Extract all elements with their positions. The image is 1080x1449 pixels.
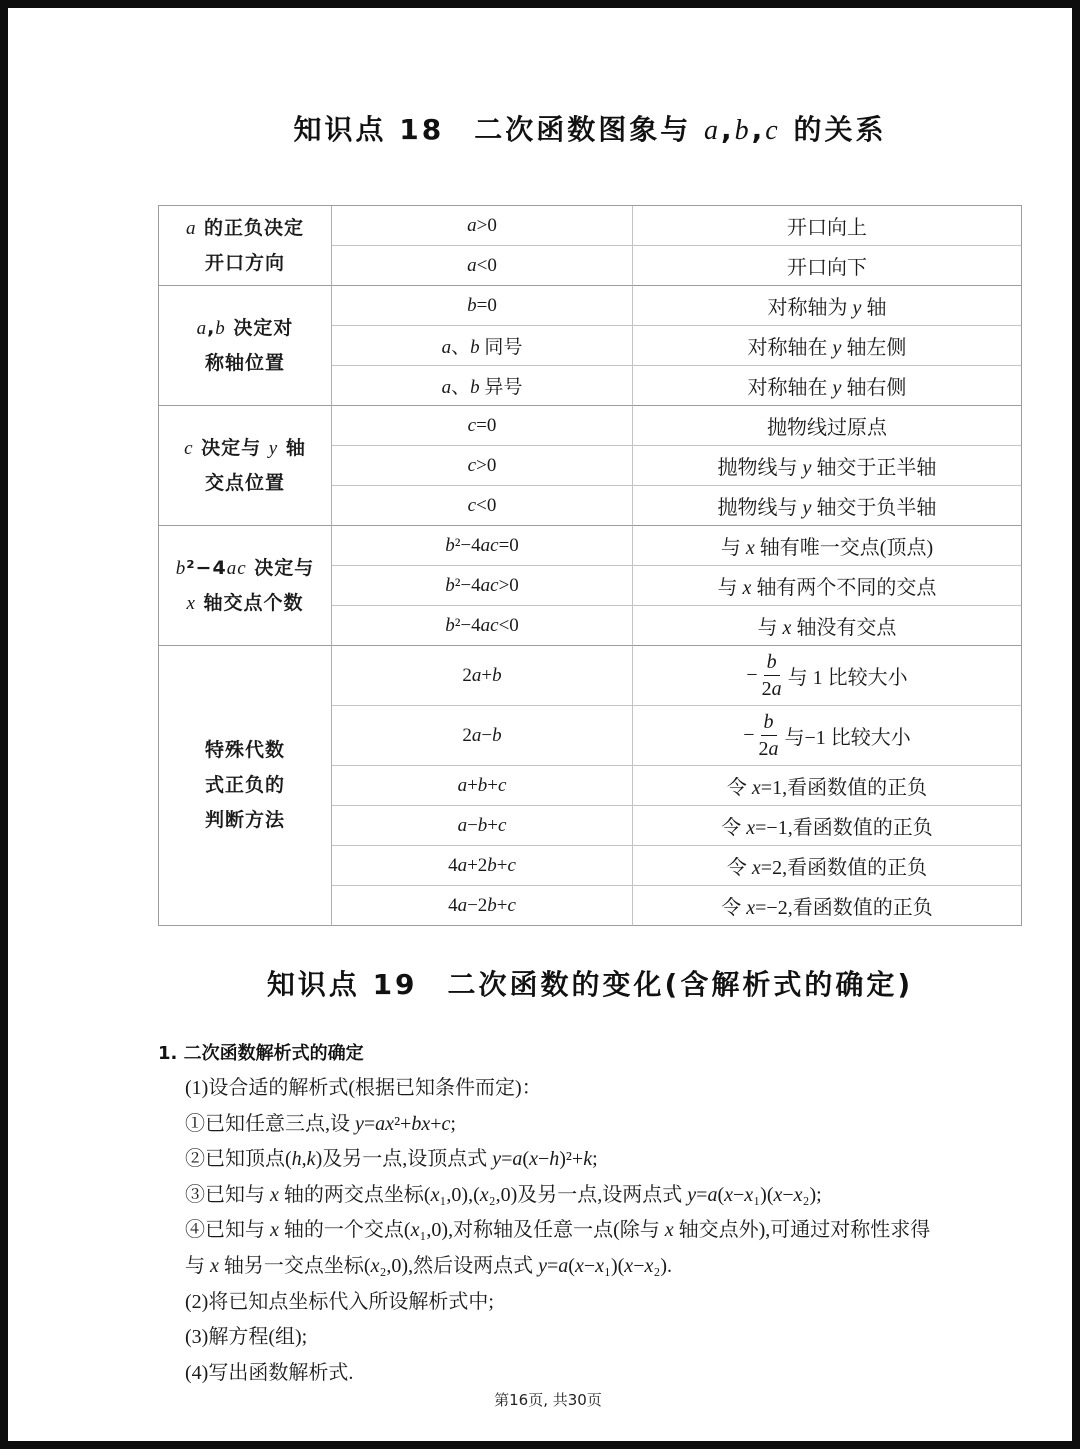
condition-cell xyxy=(332,406,633,446)
result-cell xyxy=(633,286,1022,326)
result-cell xyxy=(633,406,1022,446)
math-variable: x xyxy=(595,1254,604,1277)
condition-cell xyxy=(332,566,633,606)
subsection-heading: 1. 二次函数解析式的确定 xyxy=(158,1043,364,1064)
math-variable: a xyxy=(457,774,468,796)
math-variable: b xyxy=(175,557,187,579)
result-cell xyxy=(633,886,1022,926)
math-variable: c xyxy=(184,437,194,459)
condition-text: c=0 xyxy=(467,414,497,436)
condition-text: 2a+b xyxy=(462,664,502,686)
condition-cell xyxy=(332,206,633,246)
math-variable: c xyxy=(765,115,781,146)
math-variable: x xyxy=(410,1219,420,1242)
result-cell xyxy=(633,806,1022,846)
condition-cell xyxy=(332,366,633,406)
math-variable: c xyxy=(467,494,477,516)
fraction xyxy=(756,709,782,762)
section-title-18 xyxy=(158,110,1022,150)
math-variable: x xyxy=(421,1112,431,1135)
fraction-denominator: 2a xyxy=(758,738,779,760)
math-variable: a xyxy=(480,534,491,556)
result-text: 抛物线过原点 xyxy=(767,417,887,439)
condition-text: 4a+2b+c xyxy=(448,854,516,876)
result-cell xyxy=(633,366,1022,406)
math-variable: y xyxy=(492,1148,502,1171)
math-variable: b xyxy=(470,337,480,358)
condition-cell xyxy=(332,846,633,886)
group-label-line: x 轴交点个数 xyxy=(186,591,304,614)
math-variable: a xyxy=(471,724,482,746)
result-text: 对称轴为 y 轴 xyxy=(767,297,887,319)
result-cell xyxy=(633,766,1022,806)
result-text: 开口向下 xyxy=(787,257,867,279)
math-variable: a xyxy=(457,814,468,836)
condition-text: 2a−b xyxy=(462,724,502,746)
condition-cell xyxy=(332,526,633,566)
body-line: ③已知与 x 轴的两交点坐标(x₁,0),(x₂,0)及另一点,设两点式 y=a(x−x₁)(x−x₂); xyxy=(185,1183,822,1206)
result-text: 与 x 轴没有交点 xyxy=(757,617,897,639)
condition-cell xyxy=(332,646,633,706)
body-line: (4)写出函数解析式. xyxy=(185,1361,354,1384)
math-variable: y xyxy=(802,497,812,519)
body-line: ④已知与 x 轴的一个交点(x₁,0),对称轴及任意一点(除与 x 轴交点外),可通过对称性求得 xyxy=(185,1219,931,1242)
condition-cell xyxy=(332,326,633,366)
group-label-cell xyxy=(159,406,332,526)
math-variable: y xyxy=(832,377,842,399)
condition-cell xyxy=(332,886,633,926)
math-variable: y xyxy=(268,437,279,459)
condition-cell xyxy=(332,286,633,326)
condition-text: b²−4ac>0 xyxy=(445,574,519,596)
math-variable: y xyxy=(687,1183,697,1206)
math-variable: c xyxy=(498,814,507,836)
result-cell xyxy=(633,706,1022,766)
math-variable: a xyxy=(467,214,477,236)
math-variable: x xyxy=(370,1254,380,1277)
group-label-line: a 的正负决定 xyxy=(185,216,305,239)
math-variable: x xyxy=(644,1254,654,1277)
math-variable: a xyxy=(512,1148,523,1171)
result-cell xyxy=(633,206,1022,246)
result-cell xyxy=(633,566,1022,606)
body-line: (2)将已知点坐标代入所设解析式中; xyxy=(185,1290,494,1313)
result-text: 与 x 轴有唯一交点(顶点) xyxy=(720,537,934,559)
math-variable: x xyxy=(385,1112,395,1135)
fraction xyxy=(759,649,785,702)
fraction-expression xyxy=(743,709,911,762)
math-variable: a xyxy=(480,614,491,636)
result-cell xyxy=(633,446,1022,486)
title-number: 知识点 18 xyxy=(293,113,445,146)
math-variable: x xyxy=(529,1148,538,1171)
condition-cell xyxy=(332,806,633,846)
math-variable: c xyxy=(498,774,507,796)
condition-text: a、b 异号 xyxy=(441,377,523,398)
condition-cell xyxy=(332,606,633,646)
fraction-numerator xyxy=(764,649,780,676)
group-label-line: b²−4ac 决定与 xyxy=(175,556,315,579)
math-variable: c xyxy=(490,614,499,636)
result-cell xyxy=(633,646,1022,706)
math-variable: x xyxy=(751,857,761,879)
math-variable: b xyxy=(411,1112,422,1135)
math-variable: c xyxy=(467,454,477,476)
minus-sign: − xyxy=(746,664,758,686)
fraction-numerator xyxy=(761,709,777,736)
math-variable: a xyxy=(558,1254,569,1277)
condition-cell xyxy=(332,446,633,486)
math-variable: a xyxy=(185,217,197,239)
group-label-cell xyxy=(159,286,332,406)
condition-text: a<0 xyxy=(467,254,497,276)
math-variable: a xyxy=(375,1112,386,1135)
math-variable: b xyxy=(766,651,777,673)
body-line: (3)解方程(组); xyxy=(185,1326,308,1349)
condition-text: a、b 同号 xyxy=(441,337,523,358)
math-variable: x xyxy=(751,777,761,799)
condition-cell xyxy=(332,706,633,766)
group-label-line: c 决定与 y 轴 xyxy=(184,436,306,459)
math-variable: a xyxy=(480,574,491,596)
math-variable: x xyxy=(624,1254,634,1277)
math-variable: c xyxy=(467,414,477,436)
group-label-line: 判断方法 xyxy=(204,809,285,831)
math-variable: x xyxy=(479,1183,489,1206)
comparison-text: 与 1 比较大小 xyxy=(787,667,908,689)
condition-cell xyxy=(332,486,633,526)
math-variable: x xyxy=(745,537,755,559)
condition-text: b²−4ac=0 xyxy=(445,534,519,556)
result-text: 开口向上 xyxy=(787,217,867,239)
math-variable: h xyxy=(549,1148,560,1171)
math-variable: b xyxy=(492,724,502,746)
group-label-line: 特殊代数 xyxy=(204,739,285,761)
math-variable: x xyxy=(210,1254,219,1277)
subsection-body xyxy=(185,1071,1022,1391)
math-variable: b xyxy=(215,317,226,339)
math-variable: c xyxy=(507,854,516,876)
math-variable: b xyxy=(467,294,477,316)
fraction-denominator: 2a xyxy=(761,678,782,700)
result-text: 与 x 轴有两个不同的交点 xyxy=(717,577,937,599)
math-variable: b xyxy=(445,574,455,596)
title-number: 知识点 19 xyxy=(266,968,418,1001)
math-variable: a xyxy=(196,317,208,339)
section-title-19 xyxy=(158,965,1022,1005)
math-variable: x xyxy=(664,1219,674,1242)
abc-relationship-table xyxy=(158,205,1022,926)
math-variable: c xyxy=(490,574,499,596)
body-line: ①已知任意三点,设 y=ax²+bx+c; xyxy=(185,1112,456,1135)
group-label-line: 交点位置 xyxy=(204,471,285,494)
math-variable: x xyxy=(270,1183,279,1206)
math-variable: a xyxy=(704,115,721,146)
page-number-footer: 第16页, 共30页 xyxy=(494,1391,602,1409)
condition-text: a−b+c xyxy=(457,814,507,836)
math-variable: x xyxy=(186,592,196,614)
math-variable: a xyxy=(441,337,452,358)
condition-text: c>0 xyxy=(467,454,497,476)
math-variable: x xyxy=(773,1183,783,1206)
math-variable: x xyxy=(574,1254,584,1277)
result-text: 令 x=−1,看函数值的正负 xyxy=(721,817,933,839)
body-line: (1)设合适的解析式(根据已知条件而定)： xyxy=(185,1077,542,1099)
result-cell xyxy=(633,326,1022,366)
math-variable: a xyxy=(771,678,782,700)
group-label-cell xyxy=(159,206,332,286)
math-variable: x xyxy=(793,1183,803,1206)
math-variable: b xyxy=(492,664,502,686)
result-text: 对称轴在 y 轴右侧 xyxy=(747,377,907,399)
result-text: 令 x=1,看函数值的正负 xyxy=(726,777,928,799)
math-variable: x xyxy=(746,897,756,919)
title-text: 二次函数图象与 a,b,c 的关系 xyxy=(474,113,887,146)
body-line: ②已知顶点(h,k)及另一点,设顶点式 y=a(x−h)²+k; xyxy=(185,1148,598,1171)
result-cell xyxy=(633,526,1022,566)
math-variable: h xyxy=(291,1148,302,1171)
math-variable: y xyxy=(852,297,862,319)
math-variable: c xyxy=(441,1112,451,1135)
result-cell xyxy=(633,246,1022,286)
condition-text: b²−4ac<0 xyxy=(445,614,519,636)
math-variable: c xyxy=(237,557,247,579)
math-variable: a xyxy=(768,738,779,760)
math-variable: b xyxy=(763,711,774,733)
math-variable: b xyxy=(734,115,752,146)
math-variable: y xyxy=(832,337,842,359)
title-text: 二次函数的变化(含解析式的确定) xyxy=(447,968,914,1001)
condition-cell xyxy=(332,246,633,286)
result-text: 抛物线与 y 轴交于负半轴 xyxy=(717,497,937,519)
group-label-line: 开口方向 xyxy=(204,251,285,274)
math-variable: x xyxy=(782,617,792,639)
math-variable: x xyxy=(270,1219,279,1242)
math-variable: b xyxy=(487,894,497,916)
math-variable: c xyxy=(490,534,499,556)
math-variable: b xyxy=(477,814,488,836)
math-variable: x xyxy=(742,577,752,599)
math-variable: x xyxy=(744,1183,754,1206)
group-label-cell xyxy=(159,526,332,646)
math-variable: b xyxy=(487,854,497,876)
math-variable: x xyxy=(430,1183,440,1206)
math-variable: y xyxy=(802,457,812,479)
math-variable: x xyxy=(746,817,756,839)
result-cell xyxy=(633,846,1022,886)
math-variable: b xyxy=(445,614,455,636)
math-variable: a xyxy=(467,254,477,276)
condition-text: b=0 xyxy=(467,294,497,316)
minus-sign: − xyxy=(743,724,755,746)
fraction-expression xyxy=(746,649,907,702)
result-cell xyxy=(633,486,1022,526)
result-text: 抛物线与 y 轴交于正半轴 xyxy=(717,457,937,479)
result-text: 令 x=2,看函数值的正负 xyxy=(726,857,928,879)
condition-text: a+b+c xyxy=(457,774,507,796)
math-variable: c xyxy=(507,894,516,916)
math-variable: y xyxy=(355,1112,364,1135)
result-text: 令 x=−2,看函数值的正负 xyxy=(721,897,933,919)
math-variable: a xyxy=(471,664,482,686)
condition-text: c<0 xyxy=(467,494,497,516)
group-label-line: a,b 决定对 xyxy=(196,316,294,339)
math-variable: y xyxy=(538,1254,547,1277)
result-text: 对称轴在 y 轴左侧 xyxy=(747,337,907,359)
group-label-cell xyxy=(159,646,332,926)
math-variable: a xyxy=(457,854,468,876)
result-cell xyxy=(633,606,1022,646)
math-variable: a xyxy=(707,1183,718,1206)
group-label-line: 称轴位置 xyxy=(204,351,285,374)
math-variable: a xyxy=(441,377,452,398)
condition-text: a>0 xyxy=(467,214,497,236)
condition-text: 4a−2b+c xyxy=(448,894,516,916)
math-variable: a xyxy=(226,557,238,579)
group-label-line: 式正负的 xyxy=(204,774,285,796)
math-variable: b xyxy=(470,377,480,398)
math-variable: a xyxy=(457,894,468,916)
math-variable: b xyxy=(477,774,488,796)
math-variable: b xyxy=(445,534,455,556)
body-line: 与 x 轴另一交点坐标(x₂,0),然后设两点式 y=a(x−x₁)(x−x₂). xyxy=(185,1254,672,1277)
comparison-text: 与−1 比较大小 xyxy=(784,727,911,749)
condition-cell xyxy=(332,766,633,806)
math-variable: k xyxy=(583,1148,593,1171)
math-variable: k xyxy=(306,1148,316,1171)
math-variable: x xyxy=(724,1183,734,1206)
